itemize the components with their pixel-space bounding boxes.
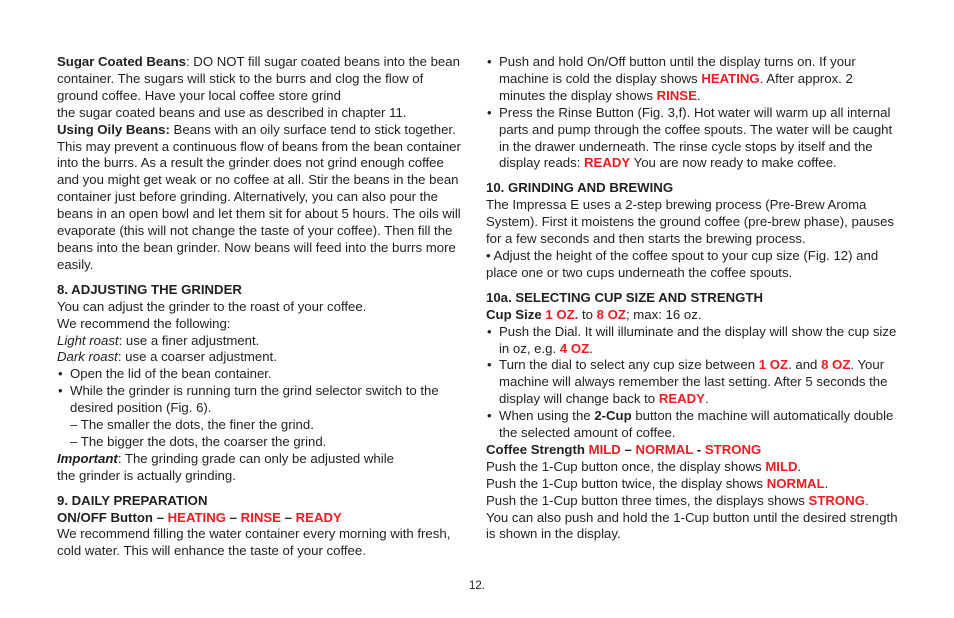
cup-size-line: Cup Size 1 OZ. to 8 OZ; max: 16 oz. xyxy=(486,306,702,322)
coffee-strength-line: Coffee Strength MILD – NORMAL - STRONG xyxy=(486,441,762,457)
dash-smaller-dots: – The smaller the dots, the finer the grind. xyxy=(70,417,314,433)
bullet-turn-dial: • Turn the dial to select any cup size between 1 OZ. and 8 OZ. Your machine will always remember the last setting. After 5 seconds the display will change back to READY. xyxy=(486,357,898,408)
bullet-2-cup: • When using the 2-Cup button the machine will automatically double the selected amount of coffee. xyxy=(486,408,898,442)
dark-roast-line: Dark roast: use a coarser adjustment. xyxy=(57,349,277,365)
section-10-heading: 10. GRINDING AND BREWING xyxy=(486,180,674,196)
left-column xyxy=(57,54,467,560)
dash-bigger-dots: – The bigger the dots, the coarser the grind. xyxy=(70,433,327,449)
water-container-paragraph: We recommend filling the water container every morning with fresh, cold water. This will enhance the taste of your coffee. xyxy=(57,526,451,559)
bullet-push-dial: • Push the Dial. It will illuminate and the display will show the cup size in oz, e.g. 4 OZ. xyxy=(486,324,898,358)
oily-beans-label: Using Oily Beans: xyxy=(57,121,170,137)
strength-normal-line: Push the 1-Cup button twice, the display shows NORMAL. xyxy=(486,475,829,491)
strength-mild-line: Push the 1-Cup button once, the display shows MILD. xyxy=(486,458,802,474)
sugar-coated-beans-paragraph: Sugar Coated Beans: DO NOT fill sugar coated beans into the bean container. The sugars will stick to the burrs and clog the flow of ground coffee. Have your local coffee store grind the sugar coated beans and use as described in chapter 11. xyxy=(57,54,460,120)
bullet-turn-selector: • While the grinder is running turn the grind selector switch to the desired position (Fig. 6). xyxy=(57,383,467,417)
section-8-heading: 8. ADJUSTING THE GRINDER xyxy=(57,281,242,297)
section-10a-heading: 10a. SELECTING CUP SIZE AND STRENGTH xyxy=(486,289,763,305)
grinder-intro: You can adjust the grinder to the roast of your coffee. xyxy=(57,298,367,314)
page-number: 12. xyxy=(469,580,485,592)
strength-hold-paragraph: You can also push and hold the 1-Cup button until the desired strength is shown in the display. xyxy=(486,509,898,542)
bullet-push-hold-onoff: • Push and hold On/Off button until the display turns on. If your machine is cold the display shows HEATING. After approx. 2 minutes the display shows RINSE. xyxy=(486,54,898,105)
bullet-open-lid: • Open the lid of the bean container. xyxy=(57,366,467,383)
strength-strong-line: Push the 1-Cup button three times, the displays shows STRONG. xyxy=(486,492,869,508)
oily-beans-paragraph: Using Oily Beans: Beans with an oily surface tend to stick together. This may prevent a continuous flow of beans from the bean container into the burrs. As a result the grinder does not grind enough coffee and you might get weak or no coffee at all. Stir the beans in the bean container just before grinding. Alternatively, you can also pour the beans in an open bowl and let them sit for about 5 hours. The oils will evaporate (this will not change the taste of your coffee). Then fill the beans into the bean grinder. Now beans will feed into the burrs more easily. xyxy=(57,121,461,272)
adjust-spout-paragraph: • Adjust the height of the coffee spout to your cup size (Fig. 12) and place one or two cups underneath the coffee spouts. xyxy=(486,247,879,280)
section-9-heading: 9. DAILY PREPARATION xyxy=(57,492,208,508)
light-roast-line: Light roast: use a finer adjustment. xyxy=(57,332,260,348)
right-column xyxy=(486,54,898,543)
brewing-process-paragraph: The Impressa E uses a 2-step brewing process (Pre-Brew Aroma System). First it moistens the ground coffee (pre-brew phase), pauses for a few seconds and then starts the brewing process. xyxy=(486,197,895,247)
important-note: Important: The grinding grade can only be adjusted while the grinder is actually grinding. xyxy=(57,450,394,483)
grinder-recommend: We recommend the following: xyxy=(57,315,231,331)
on-off-button-line: ON/OFF Button – HEATING – RINSE – READY xyxy=(57,509,342,525)
sugar-coated-beans-label: Sugar Coated Beans xyxy=(57,54,186,69)
bullet-press-rinse: • Press the Rinse Button (Fig. 3,f). Hot water will warm up all internal parts and pump through the coffee spouts. The water will be caught in the drawer underneath. The rinse cycle stops by itself and the display reads: READY You are now ready to make coffee. xyxy=(486,105,898,173)
